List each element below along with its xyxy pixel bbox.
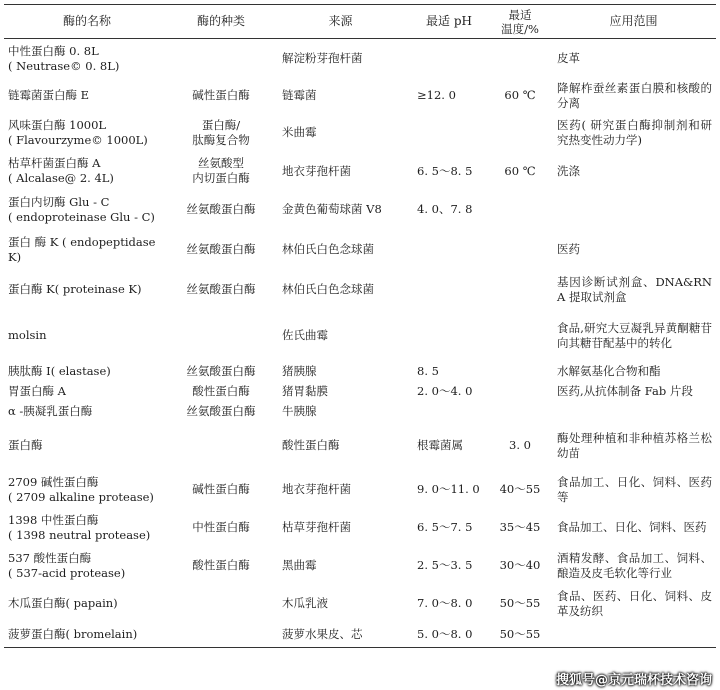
cell-enzyme-name	[4, 510, 170, 546]
cell-enzyme-type	[170, 310, 272, 362]
cell-optimal-ph: ≥12. 0	[417, 88, 456, 102]
cell-enzyme-name	[4, 310, 170, 362]
cell-optimal-temp	[489, 310, 551, 362]
enzyme-name-line: 537 酸性蛋白酶	[8, 550, 92, 565]
cell-application	[551, 622, 716, 648]
enzyme-name-line: 蛋白酶 K( proteinase K)	[8, 282, 142, 296]
cell-source: 解淀粉芽孢杆菌	[282, 51, 363, 66]
cell-enzyme-type	[170, 270, 272, 310]
cell-source: 枯草芽孢杆菌	[282, 520, 351, 534]
header-optimal-temp-text: 最适 温度/%	[501, 7, 539, 36]
cell-application: 降解柞蚕丝素蛋白膜和核酸的分离	[557, 80, 712, 110]
enzyme-type-line: 丝氨酸蛋白酶	[186, 282, 256, 296]
cell-optimal-ph: 4. 0、7. 8	[417, 202, 473, 216]
cell-enzyme-name	[4, 39, 170, 79]
cell-optimal-ph: 6. 5～7. 5	[417, 520, 473, 534]
cell-optimal-ph	[409, 310, 489, 362]
cell-application: 水解氨基化合物和酯	[557, 364, 661, 378]
cell-application	[551, 402, 716, 422]
cell-optimal-ph	[409, 39, 489, 79]
header-optimal-temp	[489, 5, 551, 39]
enzyme-type-line: 酸性蛋白酶	[192, 384, 250, 398]
table-row	[4, 422, 716, 470]
cell-enzyme-name	[4, 270, 170, 310]
enzyme-table	[4, 4, 716, 648]
cell-optimal-temp: 40～55	[499, 482, 541, 496]
cell-application: 食品,研究大豆凝乳异黄酮糖苷向其糖苷配基中的转化	[557, 320, 712, 350]
cell-optimal-temp: 30～40	[499, 558, 541, 572]
cell-optimal-ph: 5. 0～8. 0	[409, 622, 489, 648]
cell-optimal-ph: 2. 0～4. 0	[417, 384, 473, 398]
cell-optimal-temp	[489, 382, 551, 402]
cell-enzyme-name	[4, 362, 170, 382]
cell-optimal-temp: 3. 0	[509, 438, 531, 452]
table-row	[4, 382, 716, 402]
cell-source: 猪胃黏膜	[282, 384, 328, 398]
enzyme-name-line: 胃蛋白酶 A	[8, 384, 66, 398]
cell-enzyme-type	[170, 39, 272, 79]
cell-application: 医药	[557, 242, 580, 256]
enzyme-name-line: ( Neutrase© 0. 8L)	[8, 58, 120, 73]
cell-enzyme-name	[4, 113, 170, 153]
cell-application: 食品加工、日化、饲料、医药等	[557, 474, 712, 504]
enzyme-name-line: 木瓜蛋白酶( papain)	[8, 596, 118, 610]
cell-optimal-ph	[409, 113, 489, 153]
cell-enzyme-type	[170, 622, 272, 648]
cell-optimal-temp: 60 ℃	[504, 88, 536, 102]
enzyme-name-line: ( 2709 alkaline protease)	[8, 489, 154, 504]
cell-application: 洗涤	[557, 163, 580, 178]
cell-enzyme-type	[170, 382, 272, 402]
cell-optimal-ph: 9. 0～11. 0	[417, 482, 480, 496]
cell-optimal-ph: 根霉菌属	[417, 438, 463, 452]
cell-source: 金黄色葡萄球菌 V8	[282, 202, 382, 216]
table-row	[4, 153, 716, 190]
cell-optimal-ph	[409, 402, 489, 422]
cell-application: 医药,从抗体制备 Fab 片段	[557, 384, 693, 398]
header-optimal-ph: 最适 pH	[409, 5, 489, 39]
table-row	[4, 470, 716, 510]
table-row	[4, 39, 716, 79]
cell-optimal-ph: 8. 5	[417, 364, 439, 378]
cell-source: 木瓜乳液	[282, 596, 328, 610]
cell-enzyme-type	[170, 546, 272, 586]
cell-source: 佐氏曲霉	[282, 328, 328, 342]
cell-enzyme-name	[4, 622, 170, 648]
cell-source: 牛胰腺	[282, 404, 317, 418]
cell-source: 林伯氏白色念球菌	[282, 282, 374, 296]
enzyme-name-line: 枯草杆菌蛋白酶 A	[8, 156, 101, 170]
cell-enzyme-name	[4, 230, 170, 270]
enzyme-name-line: 2709 碱性蛋白酶	[8, 474, 99, 489]
cell-optimal-temp	[489, 362, 551, 382]
enzyme-name-line: α -胰凝乳蛋白酶	[8, 404, 93, 418]
cell-enzyme-type	[170, 470, 272, 510]
cell-enzyme-name	[4, 382, 170, 402]
table-row	[4, 622, 716, 648]
cell-optimal-temp	[489, 113, 551, 153]
enzyme-name-line: ( 537-acid protease)	[8, 565, 126, 580]
cell-enzyme-type	[170, 190, 272, 230]
table-row	[4, 79, 716, 113]
enzyme-name-line: 蛋白内切酶 Glu - C	[8, 194, 110, 209]
enzyme-type-line: 丝氨酸蛋白酶	[186, 364, 256, 378]
table-row	[4, 546, 716, 586]
table-row	[4, 362, 716, 382]
cell-enzyme-name	[4, 153, 170, 190]
cell-enzyme-type	[170, 402, 272, 422]
cell-enzyme-type	[170, 422, 272, 470]
cell-enzyme-name	[4, 586, 170, 622]
enzyme-type-line: 丝氨酸蛋白酶	[186, 202, 256, 216]
cell-enzyme-type	[170, 230, 272, 270]
cell-optimal-temp	[489, 230, 551, 270]
cell-optimal-temp	[489, 270, 551, 310]
cell-optimal-ph: 7. 0～8. 0	[417, 596, 473, 610]
enzyme-type-line: 丝氨酸蛋白酶	[186, 242, 256, 256]
enzyme-type-line: 碱性蛋白酶	[192, 482, 250, 496]
cell-enzyme-type	[170, 586, 272, 622]
enzyme-name-line: 蛋白 酶 K ( endopeptidase K)	[8, 234, 156, 264]
enzyme-type-line: 内切蛋白酶	[192, 171, 250, 185]
cell-optimal-temp: 60 ℃	[504, 163, 536, 178]
table-row	[4, 270, 716, 310]
enzyme-name-line: ( 1398 neutral protease)	[8, 527, 151, 542]
table-row	[4, 113, 716, 153]
cell-source: 猪胰腺	[282, 364, 317, 378]
cell-application: 皮革	[557, 51, 580, 66]
cell-enzyme-name	[4, 546, 170, 586]
cell-optimal-ph: 2. 5～3. 5	[417, 558, 473, 572]
enzyme-type-line: 肽酶复合物	[192, 132, 250, 147]
cell-enzyme-name	[4, 470, 170, 510]
watermark: 搜狐号@京元瑞杯技术咨询	[555, 673, 712, 688]
cell-source: 地衣芽孢杆菌	[282, 482, 351, 496]
cell-enzyme-name	[4, 190, 170, 230]
enzyme-name-line: 胰肽酶 Ⅰ( elastase)	[8, 364, 111, 378]
table-row	[4, 586, 716, 622]
header-enzyme-name: 酶的名称	[4, 5, 170, 39]
cell-optimal-ph	[409, 270, 489, 310]
enzyme-type-line: 丝氨酸型	[198, 156, 244, 170]
cell-application	[551, 190, 716, 230]
cell-source: 米曲霉	[282, 125, 317, 139]
enzyme-name-line: ( endoproteinase Glu - C)	[8, 209, 155, 224]
table-row	[4, 310, 716, 362]
cell-enzyme-type	[170, 510, 272, 546]
enzyme-name-line: 中性蛋白酶 0. 8L	[8, 43, 99, 58]
cell-optimal-temp: 50～55	[489, 622, 551, 648]
enzyme-name-line: 1398 中性蛋白酶	[8, 512, 99, 527]
header-application: 应用范围	[551, 5, 716, 39]
table-body	[4, 39, 716, 648]
cell-enzyme-type	[170, 113, 272, 153]
header-enzyme-type: 酶的种类	[170, 5, 272, 39]
enzyme-type-line: 丝氨酸蛋白酶	[186, 404, 256, 418]
cell-optimal-ph	[409, 230, 489, 270]
enzyme-name-line: 菠萝蛋白酶( bromelain)	[8, 626, 138, 641]
cell-application: 基因诊断试剂盒、DNA&RNA 提取试剂盒	[557, 274, 712, 304]
cell-source: 地衣芽孢杆菌	[282, 163, 351, 178]
cell-application: 医药( 研究蛋白酶抑制剂和研究热变性动力学)	[557, 117, 712, 147]
cell-source: 林伯氏白色念球菌	[282, 242, 374, 256]
cell-optimal-temp	[489, 190, 551, 230]
enzyme-type-line: 中性蛋白酶	[192, 520, 250, 534]
cell-application: 食品加工、日化、饲料、医药	[557, 520, 707, 534]
header-source: 来源	[272, 5, 409, 39]
cell-optimal-ph: 6. 5～8. 5	[417, 163, 473, 178]
cell-application: 酶处理种植和非种植苏格兰松幼苗	[557, 430, 712, 460]
cell-source: 酸性蛋白酶	[282, 438, 340, 452]
table-row	[4, 230, 716, 270]
table-header	[4, 5, 716, 39]
enzyme-name-line: molsin	[8, 328, 47, 342]
cell-enzyme-type	[170, 153, 272, 190]
cell-optimal-temp	[489, 39, 551, 79]
cell-enzyme-name	[4, 79, 170, 113]
cell-source: 菠萝水果皮、芯	[272, 622, 409, 648]
cell-enzyme-type	[170, 79, 272, 113]
enzyme-name-line: 蛋白酶	[8, 438, 43, 452]
enzyme-name-line: 链霉菌蛋白酶 E	[8, 88, 90, 102]
enzyme-name-line: ( Alcalase@ 2. 4L)	[8, 171, 114, 185]
cell-optimal-temp	[489, 402, 551, 422]
cell-enzyme-name	[4, 422, 170, 470]
enzyme-type-line: 酸性蛋白酶	[192, 558, 250, 572]
cell-application: 酒精发酵、食品加工、饲料、酿造及皮毛软化等行业	[557, 550, 712, 580]
table-row	[4, 190, 716, 230]
cell-source: 黑曲霉	[282, 558, 317, 572]
cell-enzyme-name	[4, 402, 170, 422]
cell-optimal-temp: 50～55	[499, 596, 541, 610]
table-row	[4, 510, 716, 546]
enzyme-name-line: ( Flavourzyme© 1000L)	[8, 132, 148, 147]
enzyme-name-line: 风味蛋白酶 1000L	[8, 117, 107, 132]
enzyme-type-line: 蛋白酶/	[201, 117, 241, 132]
cell-application: 食品、医药、日化、饲料、皮革及纺织	[557, 588, 712, 618]
table-row	[4, 402, 716, 422]
cell-enzyme-type	[170, 362, 272, 382]
cell-source: 链霉菌	[282, 88, 317, 102]
cell-optimal-temp: 35～45	[499, 520, 541, 534]
enzyme-type-line: 碱性蛋白酶	[192, 88, 250, 102]
